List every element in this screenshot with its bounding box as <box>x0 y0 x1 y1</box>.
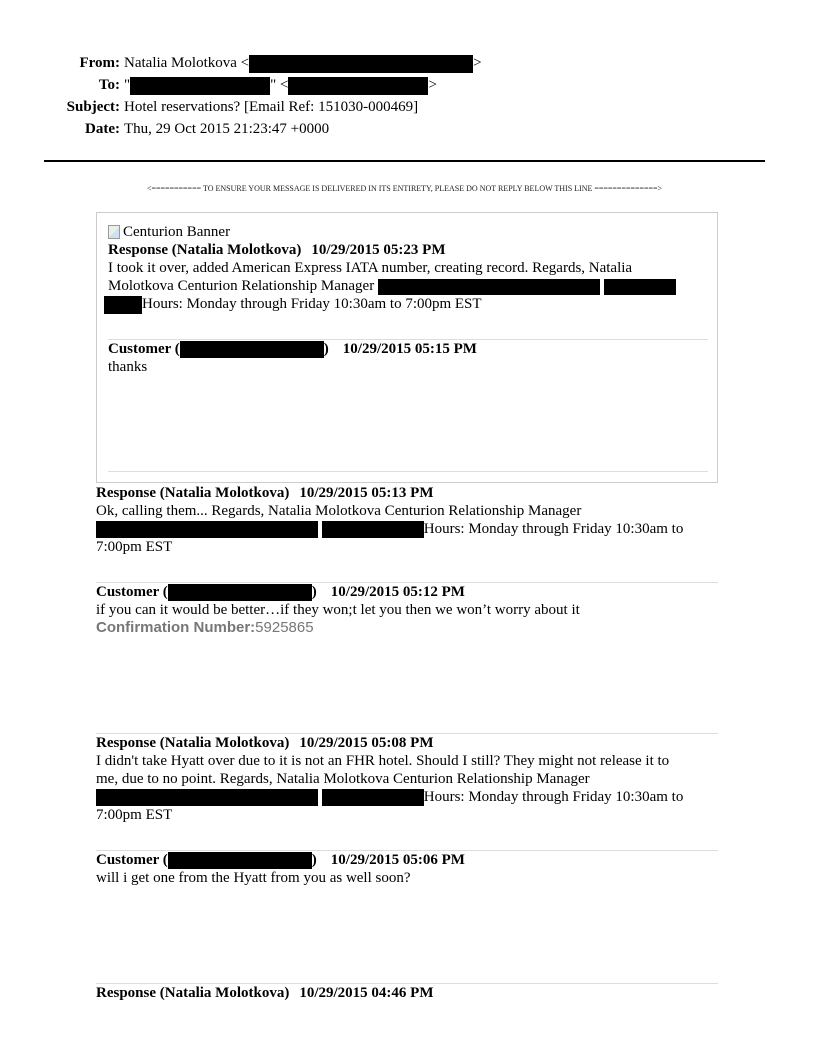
date-label: Date: <box>85 121 120 137</box>
message-author-suffix: ) <box>323 341 329 357</box>
message-text: I didn't take Hyatt over due to it is not an FHR hotel. Should I still? They might not release it to <box>96 753 670 769</box>
message-title <box>96 984 433 1002</box>
message-date: 10/29/2015 05:06 PM <box>330 852 465 868</box>
from-value <box>124 54 482 73</box>
message-text: will i get one from the Hyatt from you as well soon? <box>96 870 411 887</box>
confirmation-label: Confirmation Number: <box>96 619 256 637</box>
redacted-block <box>96 521 318 538</box>
message-divider <box>108 471 708 472</box>
redacted-block <box>180 341 324 358</box>
message-author: Response (Natalia Molotkova) <box>96 485 290 501</box>
to-label: To: <box>98 77 120 93</box>
redacted-block <box>288 77 428 95</box>
message-title <box>96 484 683 502</box>
message-title <box>96 583 580 601</box>
message-text: Hours: Monday through Friday 10:30am to 7:00pm EST <box>142 296 482 312</box>
redacted-block <box>168 584 312 601</box>
message-date: 10/29/2015 04:46 PM <box>299 985 434 1001</box>
message-text <box>96 520 683 538</box>
message-text-part: Molotkova Centurion Relationship Manager <box>108 278 375 294</box>
redacted-block <box>104 296 142 314</box>
redacted-block <box>322 521 424 538</box>
message-author: Customer ( <box>108 341 180 357</box>
message-text: thanks <box>108 359 148 376</box>
message-author: Response (Natalia Molotkova) <box>108 242 302 258</box>
message-customer-0512 <box>96 583 580 637</box>
date-value: Thu, 29 Oct 2015 21:23:47 +0000 <box>124 121 330 137</box>
message-response-0513 <box>96 484 683 556</box>
confirmation-number <box>96 619 580 637</box>
confirmation-value: 5925865 <box>255 619 314 637</box>
to-value <box>124 76 437 95</box>
redacted-block <box>378 279 600 295</box>
redacted-block <box>322 789 424 806</box>
from-close: > <box>473 55 482 71</box>
message-title <box>108 340 477 358</box>
to-close: > <box>428 77 437 93</box>
from-name: Natalia Molotkova < <box>124 55 250 71</box>
redacted-block <box>96 789 318 806</box>
message-text: 7:00pm EST <box>96 807 173 824</box>
message-author: Customer ( <box>96 584 168 600</box>
message-text-part: Hours: Monday through Friday 10:30am to <box>423 789 684 805</box>
reply-notice: <=========== TO ENSURE YOUR MESSAGE IS DELIVERED IN ITS ENTIRETY, PLEASE DO NOT REPLY BELOW THIS LINE ==============> <box>146 184 663 193</box>
redacted-block <box>249 55 473 73</box>
message-author: Response (Natalia Molotkova) <box>96 985 290 1001</box>
message-date: 10/29/2015 05:15 PM <box>342 341 477 357</box>
message-response-0446 <box>96 984 433 1002</box>
subject-value: Hotel reservations? [Email Ref: 151030-000469] <box>124 99 419 115</box>
message-customer-0515 <box>108 340 477 376</box>
message-title <box>96 851 465 869</box>
message-date: 10/29/2015 05:23 PM <box>311 242 446 258</box>
banner-alt-text: Centurion Banner <box>123 224 231 240</box>
message-author-suffix: ) <box>311 852 317 868</box>
redacted-block <box>130 77 270 95</box>
message-author-suffix: ) <box>311 584 317 600</box>
message-text <box>96 788 683 806</box>
message-date: 10/29/2015 05:08 PM <box>299 735 434 751</box>
message-title <box>108 241 676 259</box>
message-text: me, due to no point. Regards, Natalia Molotkova Centurion Relationship Manager <box>96 771 590 787</box>
redacted-block <box>604 279 676 295</box>
subject-label: Subject: <box>66 99 120 115</box>
message-response-0523 <box>108 241 676 295</box>
message-text: Ok, calling them... Regards, Natalia Molotkova Centurion Relationship Manager <box>96 503 582 519</box>
header-divider <box>44 160 765 162</box>
message-title <box>96 734 683 752</box>
message-text: I took it over, added American Express IATA number, creating record. Regards, Natalia <box>108 260 633 276</box>
from-label: From: <box>79 55 120 71</box>
message-author: Customer ( <box>96 852 168 868</box>
message-text: 7:00pm EST <box>96 539 173 556</box>
message-customer-0506 <box>96 851 465 887</box>
message-text: if you can it would be better…if they won;t let you then we won’t worry about it <box>96 602 580 619</box>
message-author: Response (Natalia Molotkova) <box>96 735 290 751</box>
message-date: 10/29/2015 05:13 PM <box>299 485 434 501</box>
message-text <box>108 277 676 295</box>
message-response-0508 <box>96 734 683 824</box>
redacted-block <box>168 852 312 869</box>
message-hours-line <box>104 295 482 314</box>
broken-image-icon <box>108 225 120 239</box>
to-open: " <box>124 77 131 93</box>
to-mid: " < <box>270 77 289 93</box>
message-text-part: Hours: Monday through Friday 10:30am to <box>423 521 684 537</box>
message-date: 10/29/2015 05:12 PM <box>330 584 465 600</box>
